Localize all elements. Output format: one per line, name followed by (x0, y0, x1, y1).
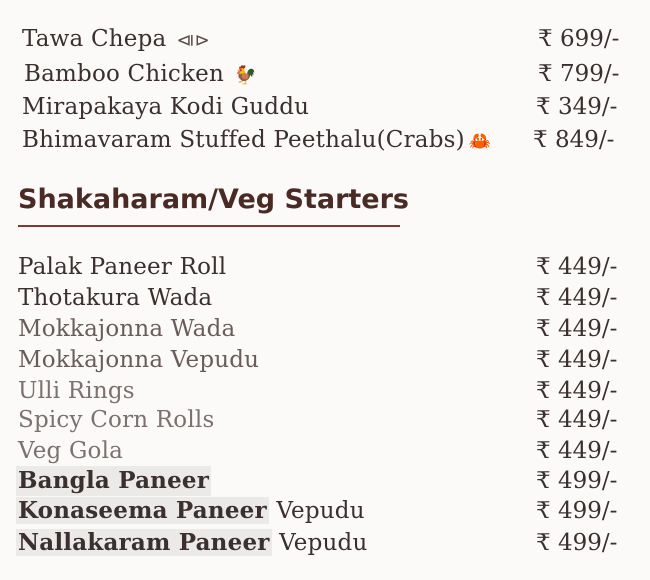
chicken-icon: 🐓 (233, 65, 257, 86)
list-item (0, 405, 650, 435)
list-item (0, 92, 650, 122)
item-name: Thotakura Wada (18, 285, 213, 311)
list-item (0, 24, 650, 54)
crab-icon: 🦀 (468, 131, 492, 152)
list-item (0, 59, 650, 89)
fish-icon: ⧏⊳ (176, 30, 210, 51)
item-price: ₹ 449/- (536, 407, 618, 433)
item-price: ₹ 799/- (538, 61, 620, 87)
item-name: Bangla Paneer (18, 467, 210, 494)
item-name-bold: Nallakaram Paneer (18, 529, 270, 556)
list-item (0, 345, 650, 375)
item-name: Ulli Rings (18, 378, 135, 404)
list-item (0, 496, 650, 526)
item-name-rest: Vepudu (268, 498, 365, 524)
item-price: ₹ 499/- (536, 468, 618, 494)
item-price: ₹ 449/- (536, 438, 618, 464)
item-price: ₹ 449/- (536, 347, 618, 373)
item-name: Spicy Corn Rolls (18, 407, 215, 433)
item-name: Mokkajonna Vepudu (18, 347, 260, 373)
item-price: ₹ 449/- (536, 285, 618, 311)
item-price: ₹ 449/- (536, 378, 618, 404)
section-underline (18, 225, 400, 227)
list-item (0, 528, 650, 558)
item-price: ₹ 449/- (536, 316, 618, 342)
section-title: Shakaharam/Veg Starters (18, 184, 409, 215)
item-name: Bamboo Chicken (24, 61, 224, 87)
item-price: ₹ 499/- (536, 498, 618, 524)
item-price: ₹ 449/- (536, 254, 618, 280)
item-name: Bhimavaram Stuffed Peethalu(Crabs) (22, 127, 465, 153)
item-price: ₹ 499/- (536, 530, 618, 556)
list-item (0, 252, 650, 282)
list-item (0, 376, 650, 406)
item-name: Veg Gola (18, 438, 124, 464)
list-item (0, 466, 650, 496)
list-item (0, 436, 650, 466)
list-item (0, 125, 650, 155)
item-price: ₹ 849/- (533, 127, 615, 153)
item-name: Palak Paneer Roll (18, 254, 227, 280)
item-name-rest: Vepudu (271, 530, 368, 556)
item-name: Mirapakaya Kodi Guddu (22, 94, 310, 120)
list-item (0, 314, 650, 344)
list-item (0, 283, 650, 313)
item-name: Mokkajonna Wada (18, 316, 236, 342)
item-name: Tawa Chepa (22, 26, 167, 52)
item-price: ₹ 699/- (538, 26, 620, 52)
item-price: ₹ 349/- (536, 94, 618, 120)
item-name-bold: Konaseema Paneer (18, 497, 267, 524)
